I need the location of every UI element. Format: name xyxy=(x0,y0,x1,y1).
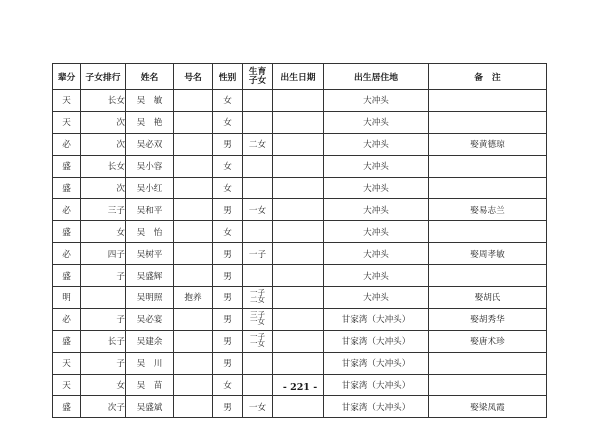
cell-children xyxy=(243,155,273,177)
cell-alias xyxy=(174,199,213,221)
cell-residence: 大冲头 xyxy=(324,111,429,133)
cell-birth-date xyxy=(273,199,324,221)
cell-birth-date xyxy=(273,155,324,177)
cell-generation: 必 xyxy=(53,133,81,155)
header-birth-date: 出生日期 xyxy=(273,64,324,90)
table-row xyxy=(53,133,547,155)
cell-children xyxy=(243,308,273,330)
header-gender: 性别 xyxy=(213,64,243,90)
cell-birth-date xyxy=(273,330,324,352)
cell-gender: 女 xyxy=(213,374,243,396)
page-number: - 221 - xyxy=(282,382,318,393)
cell-children xyxy=(243,111,273,133)
cell-gender: 男 xyxy=(213,396,243,418)
cell-birth-order xyxy=(81,287,126,309)
cell-name: 吴必双 xyxy=(126,133,174,155)
cell-birth-order: 四子 xyxy=(81,243,126,265)
cell-alias xyxy=(174,111,213,133)
header-generation: 辈分 xyxy=(53,64,81,90)
table-row xyxy=(53,155,547,177)
cell-birth-order: 长子 xyxy=(81,330,126,352)
cell-birth-order: 三子 xyxy=(81,199,126,221)
header-residence: 出生居住地 xyxy=(324,64,429,90)
cell-residence: 甘家湾（大冲头） xyxy=(324,308,429,330)
header-name: 姓名 xyxy=(126,64,174,90)
cell-alias xyxy=(174,352,213,374)
children-count: 一女 xyxy=(250,339,265,349)
table-row xyxy=(53,265,547,287)
children-count: 二女 xyxy=(248,140,267,151)
cell-alias xyxy=(174,396,213,418)
cell-residence: 大冲头 xyxy=(324,90,429,112)
cell-birth-order: 次 xyxy=(81,111,126,133)
children-count: 一子 xyxy=(248,249,267,260)
cell-birth-order: 次 xyxy=(81,177,126,199)
cell-children xyxy=(243,221,273,243)
cell-name: 吴小红 xyxy=(126,177,174,199)
table-row xyxy=(53,177,547,199)
cell-birth-date xyxy=(273,243,324,265)
cell-generation: 盛 xyxy=(53,330,81,352)
table-row xyxy=(53,396,547,418)
cell-generation: 天 xyxy=(53,111,81,133)
cell-generation: 必 xyxy=(53,308,81,330)
cell-residence: 大冲头 xyxy=(324,243,429,265)
cell-residence: 甘家湾（大冲头） xyxy=(324,330,429,352)
cell-gender: 男 xyxy=(213,308,243,330)
cell-remarks: 娶黄德琼 xyxy=(429,133,547,155)
cell-birth-date xyxy=(273,308,324,330)
table-row xyxy=(53,330,547,352)
cell-generation: 盛 xyxy=(53,396,81,418)
cell-birth-date xyxy=(273,133,324,155)
cell-gender: 女 xyxy=(213,177,243,199)
header-children-bottom: 子女 xyxy=(248,75,267,86)
cell-birth-order: 女 xyxy=(81,374,126,396)
cell-birth-date xyxy=(273,265,324,287)
cell-name: 吴明照 xyxy=(126,287,174,309)
cell-birth-order: 子 xyxy=(81,352,126,374)
cell-birth-order: 子 xyxy=(81,308,126,330)
cell-birth-order: 长女 xyxy=(81,155,126,177)
cell-birth-order: 次 xyxy=(81,133,126,155)
cell-generation: 盛 xyxy=(53,155,81,177)
cell-alias xyxy=(174,265,213,287)
cell-generation: 必 xyxy=(53,243,81,265)
cell-name: 吴树平 xyxy=(126,243,174,265)
cell-name: 吴 怡 xyxy=(126,221,174,243)
cell-children xyxy=(243,265,273,287)
cell-name: 吴和平 xyxy=(126,199,174,221)
cell-generation: 盛 xyxy=(53,221,81,243)
cell-generation: 天 xyxy=(53,90,81,112)
table-body xyxy=(53,90,547,418)
header-row xyxy=(53,64,547,90)
header-birth-order: 子女排行 xyxy=(81,64,126,90)
cell-birth-order: 长女 xyxy=(81,90,126,112)
cell-generation: 盛 xyxy=(53,177,81,199)
cell-name: 吴必宴 xyxy=(126,308,174,330)
table-row xyxy=(53,199,547,221)
cell-residence: 甘家湾（大冲头） xyxy=(324,396,429,418)
cell-gender: 男 xyxy=(213,287,243,309)
cell-residence: 大冲头 xyxy=(324,265,429,287)
cell-birth-date xyxy=(273,221,324,243)
cell-birth-order: 女 xyxy=(81,221,126,243)
table-row xyxy=(53,221,547,243)
cell-generation: 必 xyxy=(53,199,81,221)
children-count: 一子 xyxy=(250,288,265,298)
cell-alias xyxy=(174,243,213,265)
cell-gender: 男 xyxy=(213,243,243,265)
cell-generation: 天 xyxy=(53,352,81,374)
cell-residence: 大冲头 xyxy=(324,221,429,243)
cell-gender: 男 xyxy=(213,199,243,221)
cell-birth-date xyxy=(273,396,324,418)
cell-gender: 女 xyxy=(213,90,243,112)
cell-name: 吴 川 xyxy=(126,352,174,374)
table-row xyxy=(53,287,547,309)
cell-name: 吴建余 xyxy=(126,330,174,352)
cell-birth-date xyxy=(273,352,324,374)
cell-birth-date xyxy=(273,111,324,133)
cell-children xyxy=(243,330,273,352)
table-row xyxy=(53,352,547,374)
children-count: 二女 xyxy=(250,295,265,305)
cell-gender: 男 xyxy=(213,352,243,374)
cell-alias xyxy=(174,155,213,177)
cell-gender: 男 xyxy=(213,265,243,287)
cell-remarks xyxy=(429,90,547,112)
cell-gender: 男 xyxy=(213,133,243,155)
cell-remarks: 娶胡秀华 xyxy=(429,308,547,330)
cell-residence: 大冲头 xyxy=(324,133,429,155)
cell-remarks: 娶唐术珍 xyxy=(429,330,547,352)
children-count: 一子 xyxy=(250,332,265,342)
cell-alias xyxy=(174,221,213,243)
cell-children xyxy=(243,396,273,418)
cell-birth-order: 子 xyxy=(81,265,126,287)
cell-gender: 女 xyxy=(213,221,243,243)
cell-children xyxy=(243,243,273,265)
cell-alias xyxy=(174,133,213,155)
cell-residence: 大冲头 xyxy=(324,287,429,309)
cell-birth-date xyxy=(273,90,324,112)
header-children xyxy=(243,64,273,90)
cell-remarks: 娶易志兰 xyxy=(429,199,547,221)
cell-remarks: 娶周孝敏 xyxy=(429,243,547,265)
cell-remarks xyxy=(429,221,547,243)
cell-name: 吴盛斌 xyxy=(126,396,174,418)
cell-children xyxy=(243,287,273,309)
header-alias: 号名 xyxy=(174,64,213,90)
genealogy-table xyxy=(52,63,547,418)
children-count: 一女 xyxy=(248,402,267,413)
cell-remarks: 娶梁凤霞 xyxy=(429,396,547,418)
cell-remarks xyxy=(429,265,547,287)
children-count: 一女 xyxy=(250,317,265,327)
cell-name: 吴盛辉 xyxy=(126,265,174,287)
cell-remarks xyxy=(429,352,547,374)
cell-remarks xyxy=(429,155,547,177)
cell-birth-date xyxy=(273,287,324,309)
cell-alias xyxy=(174,308,213,330)
cell-alias xyxy=(174,330,213,352)
cell-gender: 女 xyxy=(213,111,243,133)
cell-residence: 大冲头 xyxy=(324,155,429,177)
cell-name: 吴小容 xyxy=(126,155,174,177)
cell-children xyxy=(243,199,273,221)
table-row xyxy=(53,243,547,265)
header-remarks: 备 注 xyxy=(429,64,547,90)
cell-children xyxy=(243,177,273,199)
cell-children xyxy=(243,352,273,374)
cell-alias xyxy=(174,90,213,112)
cell-gender: 男 xyxy=(213,330,243,352)
cell-name: 吴 苗 xyxy=(126,374,174,396)
table-row xyxy=(53,111,547,133)
cell-residence: 大冲头 xyxy=(324,177,429,199)
cell-generation: 天 xyxy=(53,374,81,396)
cell-name: 吴 敏 xyxy=(126,90,174,112)
header-children-top: 生育 xyxy=(248,66,267,77)
cell-generation: 明 xyxy=(53,287,81,309)
cell-remarks xyxy=(429,177,547,199)
table-row xyxy=(53,90,547,112)
cell-birth-order: 次子 xyxy=(81,396,126,418)
cell-children xyxy=(243,133,273,155)
cell-residence: 甘家湾（大冲头） xyxy=(324,374,429,396)
cell-alias: 抱养 xyxy=(174,287,213,309)
children-count: 三子 xyxy=(250,310,265,320)
cell-birth-date xyxy=(273,177,324,199)
cell-name: 吴 艳 xyxy=(126,111,174,133)
cell-remarks xyxy=(429,111,547,133)
table-row xyxy=(53,308,547,330)
cell-children xyxy=(243,90,273,112)
cell-gender: 女 xyxy=(213,155,243,177)
cell-residence: 甘家湾（大冲头） xyxy=(324,352,429,374)
cell-residence: 大冲头 xyxy=(324,199,429,221)
cell-alias xyxy=(174,177,213,199)
children-count: 一女 xyxy=(248,205,267,216)
cell-remarks: 娶胡氏 xyxy=(429,287,547,309)
cell-generation: 盛 xyxy=(53,265,81,287)
